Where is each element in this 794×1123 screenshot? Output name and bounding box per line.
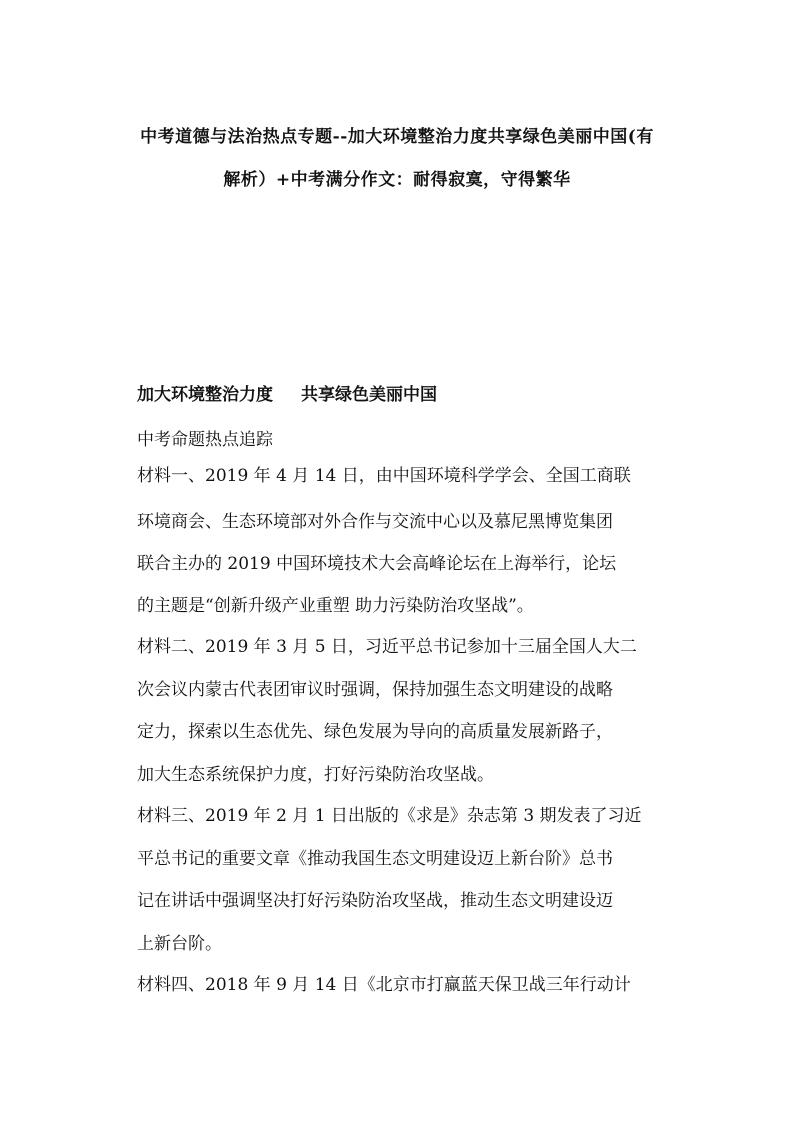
body-line: 材料二、2019 年 3 月 5 日，习近平总书记参加十三届全国人大二	[137, 637, 637, 657]
body-line: 上新台阶。	[137, 934, 222, 954]
section-heading-part-2: 共享绿色美丽中国	[301, 385, 437, 405]
body-line: 材料四、2018 年 9 月 14 日《北京市打赢蓝天保卫战三年行动计	[137, 975, 631, 995]
section-heading	[137, 380, 437, 405]
body-line: 定力，探索以生态优先、绿色发展为导向的高质量发展新路子，	[137, 722, 613, 742]
subheading: 中考命题热点追踪	[137, 430, 273, 450]
body-line: 加大生态系统保护力度，打好污染防治攻坚战。	[137, 765, 494, 785]
body-line: 环境商会、生态环境部对外合作与交流中心以及慕尼黑博览集团	[137, 512, 613, 532]
document-title-line-1: 中考道德与法治热点专题--加大环境整治力度共享绿色美丽中国(有	[140, 127, 654, 147]
body-line: 的主题是“创新升级产业重塑 助力污染防治攻坚战”。	[137, 596, 534, 616]
document-title-line-2: 解析）+中考满分作文：耐得寂寞，守得繁华	[223, 170, 571, 190]
body-line: 材料一、2019 年 4 月 14 日，由中国环境科学学会、全国工商联	[137, 466, 631, 486]
body-line: 平总书记的重要文章《推动我国生态文明建设迈上新台阶》总书	[137, 849, 613, 869]
body-line: 联合主办的 2019 中国环境技术大会高峰论坛在上海举行，论坛	[137, 554, 617, 574]
body-line: 记在讲话中强调坚决打好污染防治攻坚战，推动生态文明建设迈	[137, 891, 613, 911]
section-heading-part-1: 加大环境整治力度	[137, 385, 273, 405]
body-line: 次会议内蒙古代表团审议时强调，保持加强生态文明建设的战略	[137, 680, 613, 700]
body-line: 材料三、2019 年 2 月 1 日出版的《求是》杂志第 3 期发表了习近	[137, 806, 642, 826]
